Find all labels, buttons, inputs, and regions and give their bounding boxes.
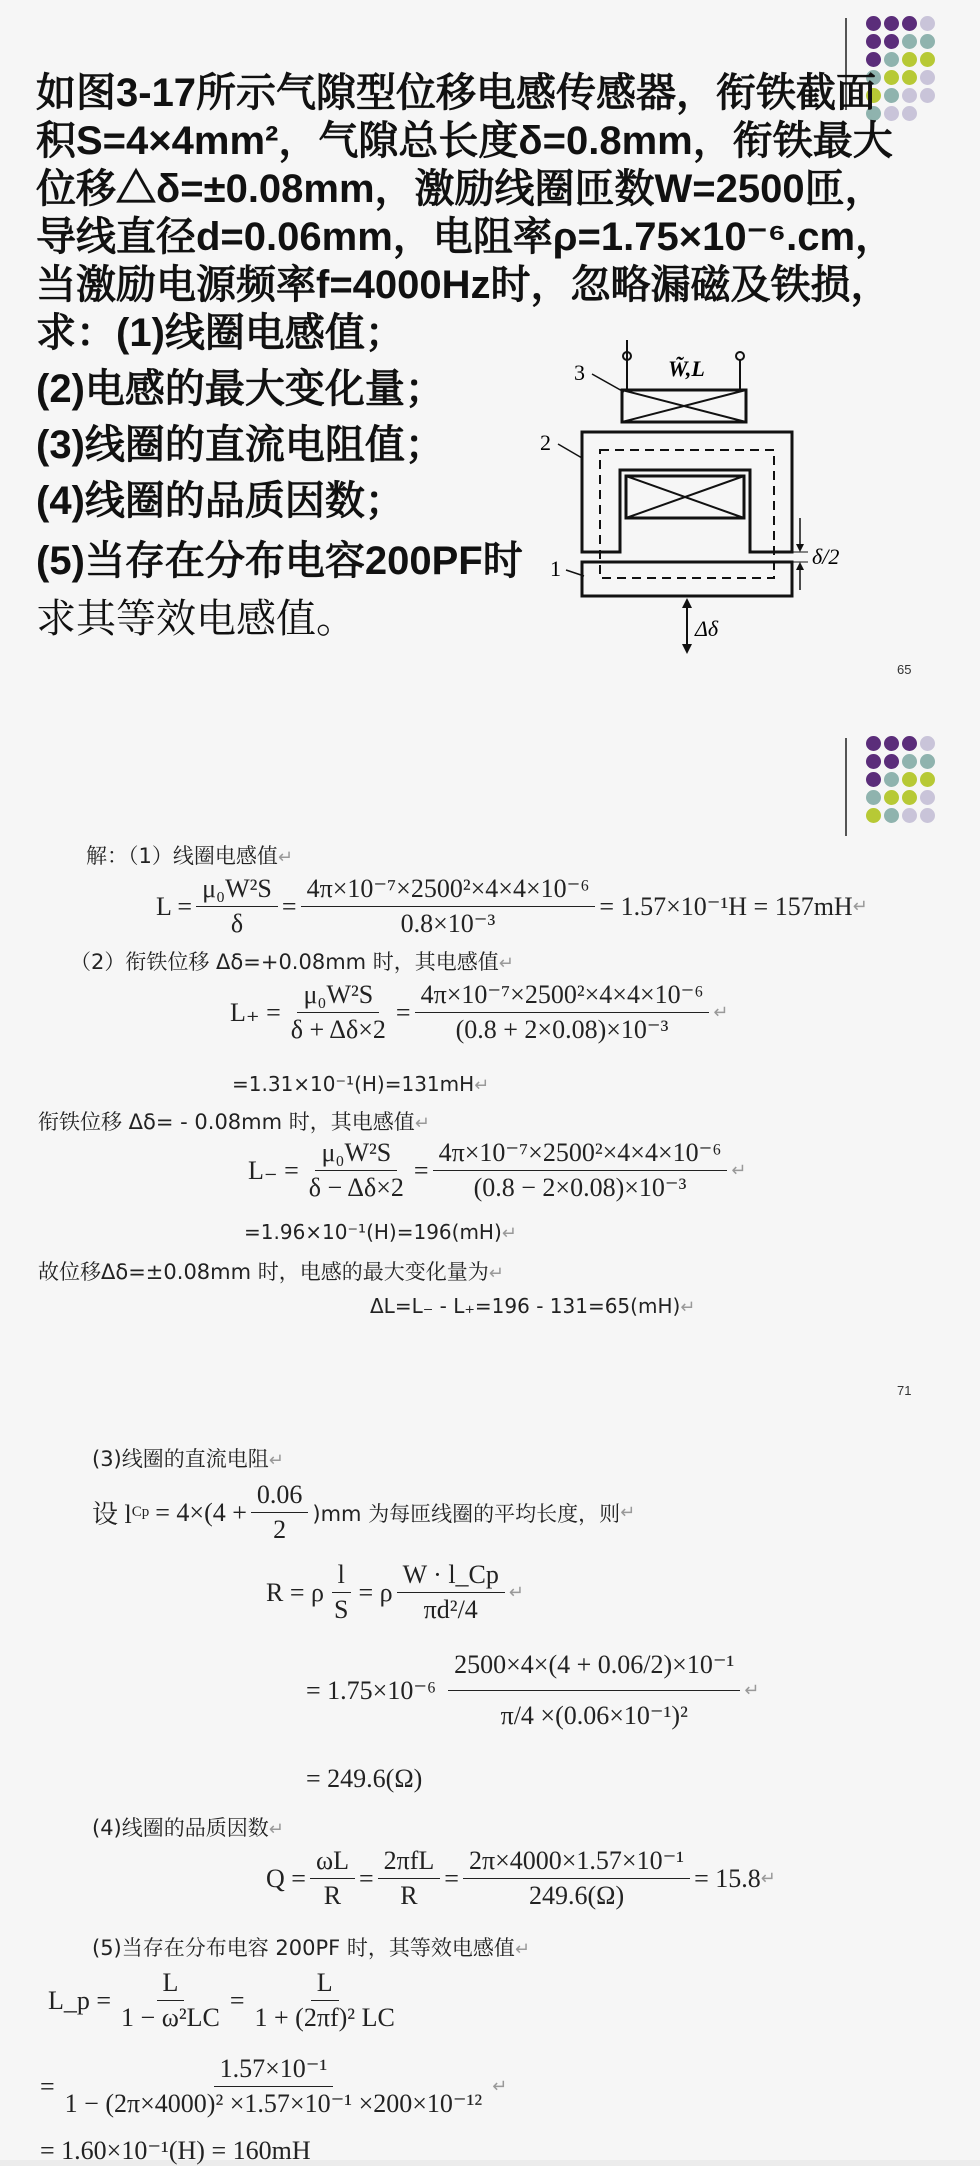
eq3-lhs: L₋ = bbox=[248, 1155, 299, 1185]
decorative-dot bbox=[902, 790, 917, 805]
decorative-dot bbox=[902, 88, 917, 103]
label-gap: δ/2 bbox=[812, 544, 840, 569]
eq3-result: =1.96×10⁻¹(H)=196(mH)↵ bbox=[244, 1220, 517, 1244]
part5-heading: (5)当存在分布电容 200PF 时，其等效电感值↵ bbox=[92, 1936, 531, 1960]
eq2-lhs: L₊ = bbox=[230, 997, 281, 1027]
eq3-frac1-den: δ − Δδ×2 bbox=[308, 1173, 404, 1202]
sensor-diagram bbox=[530, 340, 860, 660]
decorative-dot bbox=[920, 52, 935, 67]
problem-line-5: 当激励电源频率f=4000Hz时，忽略漏磁及铁损， bbox=[36, 263, 891, 307]
label-1: 1 bbox=[550, 556, 561, 581]
r-formula: R = ρ $\frac{l}{S}$ = ρ $\frac{W \cdot l\_Cp}{\text{πd²/4}}$ ↵ bbox=[266, 1560, 524, 1624]
r-frac1-den: S bbox=[333, 1595, 349, 1624]
decorative-dot bbox=[902, 736, 917, 751]
decorative-dot bbox=[920, 34, 935, 49]
q-frac2-den: R bbox=[400, 1881, 418, 1910]
solution-continued bbox=[0, 1400, 980, 2165]
page-number: 65 bbox=[897, 662, 912, 677]
core-2-shape bbox=[582, 432, 792, 552]
r-lhs: R = ρ bbox=[266, 1577, 324, 1607]
r-frac2-num: W · l_Cp bbox=[397, 1560, 505, 1593]
decorative-dot bbox=[884, 52, 899, 67]
decorative-dot bbox=[866, 16, 881, 31]
r2-num: 2500×4×(4 + 0.06/2)×10⁻¹ bbox=[448, 1650, 740, 1691]
problem-line-2: 积S=4×4mm²，气隙总长度δ=0.8mm，衔铁最大 bbox=[36, 119, 893, 163]
decorative-dot bbox=[866, 52, 881, 67]
decorative-dot bbox=[902, 808, 917, 823]
equation-3: L₋ = $\frac{\text{μ₀W²S}}{\delta - \Delta\delta\times 2}$ = $\frac{\text{4π×10⁻⁷×2500²×4×4×10⁻⁶}}{\text{(0.8 − 2×0.08)×10⁻³}}$ ↵ bbox=[248, 1138, 747, 1202]
problem-line-9: (4)线圈的品质因数； bbox=[36, 479, 405, 523]
lp-frac2-den: 1 + (2πf)² LC bbox=[254, 2003, 395, 2032]
problem-line-11: 求其等效电感值。 bbox=[36, 597, 356, 641]
eq2-result: =1.31×10⁻¹(H)=131mH↵ bbox=[232, 1072, 490, 1096]
q-frac1-num: ωL bbox=[310, 1846, 355, 1879]
lp-result: = 1.60×10⁻¹(H) = 160mH bbox=[40, 2136, 311, 2165]
label-displacement: Δδ bbox=[695, 616, 719, 641]
decorative-dot bbox=[884, 16, 899, 31]
decorative-dot bbox=[866, 754, 881, 769]
decorative-dot bbox=[902, 772, 917, 787]
label-wl: W̃,L bbox=[668, 356, 705, 381]
decorative-dot bbox=[902, 106, 917, 121]
r-mid: = ρ bbox=[358, 1577, 393, 1607]
eq2-frac2-den: (0.8 + 2×0.08)×10⁻³ bbox=[455, 1015, 669, 1044]
q-lhs: Q = bbox=[266, 1863, 306, 1893]
r-result: = 249.6(Ω) bbox=[306, 1764, 423, 1793]
eq1-result: = 1.57×10⁻¹H = 157mH bbox=[599, 891, 853, 921]
decorative-dot bbox=[920, 754, 935, 769]
lp-formula: L_p = $\frac{L}{\text{1 − ω²LC}}$ = $\frac{L}{\text{1 + (2πf)² LC}}$ bbox=[48, 1968, 405, 2033]
decorative-dot bbox=[884, 772, 899, 787]
max-change-equation: ΔL=L₋ - L₊=196 - 131=65(mH)↵ bbox=[370, 1294, 696, 1318]
decorative-dot bbox=[902, 70, 917, 85]
part3-heading: (3)线圈的直流电阻↵ bbox=[92, 1447, 284, 1471]
problem-line-7: (2)电感的最大变化量； bbox=[36, 367, 445, 411]
eq3-frac1-num: μ₀W²S bbox=[315, 1138, 397, 1171]
problem-line-1: 如图3-17所示气隙型位移电感传感器，衔铁截面 bbox=[36, 71, 877, 115]
eq3-frac2-den: (0.8 − 2×0.08)×10⁻³ bbox=[473, 1173, 687, 1202]
lcp-eq: = 4×(4 + bbox=[155, 1497, 247, 1527]
label-3: 3 bbox=[574, 360, 585, 385]
eq1-frac2-num: 4π×10⁻⁷×2500²×4×4×10⁻⁶ bbox=[301, 874, 596, 907]
lp-substitution: = $\frac{\text{1.57×10⁻¹}}{\text{1 − (2π×4000)² ×1.57×10⁻¹ ×200×10⁻¹²}}$ ↵ bbox=[40, 2054, 508, 2118]
label-2: 2 bbox=[540, 430, 551, 455]
lp-frac2-num: L bbox=[311, 1968, 339, 2001]
eq2-frac1-num: μ₀W²S bbox=[297, 980, 379, 1013]
decorative-dot bbox=[920, 790, 935, 805]
q-frac2-num: 2πfL bbox=[378, 1846, 441, 1879]
decorative-dot bbox=[866, 772, 881, 787]
q-frac1-den: R bbox=[323, 1881, 342, 1910]
decorative-dot bbox=[866, 790, 881, 805]
r-frac1-num: l bbox=[332, 1560, 351, 1593]
lp2-num: 1.57×10⁻¹ bbox=[214, 2054, 334, 2087]
decorative-dot bbox=[920, 16, 935, 31]
decorative-dot bbox=[884, 790, 899, 805]
max-change-heading: 故位移Δδ=±0.08mm 时，电感的最大变化量为↵ bbox=[38, 1260, 504, 1284]
q-formula: Q = $\frac{\omega L}{R}$ = $\frac{\text{2πfL}}{R}$ = $\frac{\text{2π×4000×1.57×10⁻¹}}{249.6(\Omega)}$ = 15.8 ↵ bbox=[266, 1846, 776, 1910]
lp-frac1-den: 1 − ω²LC bbox=[121, 2003, 220, 2032]
decorative-dot bbox=[884, 754, 899, 769]
eq2-frac1-den: δ + Δδ×2 bbox=[290, 1015, 386, 1044]
eq1-frac2-den: 0.8×10⁻³ bbox=[400, 909, 496, 938]
eq2-frac2-num: 4π×10⁻⁷×2500²×4×4×10⁻⁶ bbox=[415, 980, 710, 1013]
terminal-right-icon bbox=[736, 352, 744, 360]
solution-heading-1: 解：（1）线圈电感值↵ bbox=[86, 844, 293, 868]
equation-1: L = $\frac{\text{μ₀W²S}}{\delta}$ = $\frac{\text{4π×10⁻⁷×2500²×4×4×10⁻⁶}}{\text{0.8×10⁻³}}$ = 1.57×10⁻¹H = 157mH ↵ bbox=[156, 874, 868, 938]
problem-line-6: 求：(1)线圈电感值； bbox=[36, 311, 405, 355]
problem-line-10: (5)当存在分布电容200PF时 bbox=[36, 539, 523, 583]
decorative-dot bbox=[920, 772, 935, 787]
decorative-dot bbox=[866, 34, 881, 49]
decorative-dot bbox=[920, 808, 935, 823]
decorative-dot bbox=[884, 88, 899, 103]
solution-heading-2: （2）衔铁位移 Δδ=+0.08mm 时，其电感值↵ bbox=[70, 950, 514, 974]
lcp-frac-den: 2 bbox=[273, 1515, 287, 1544]
decorative-dot bbox=[920, 736, 935, 751]
slide-65 bbox=[0, 0, 980, 700]
problem-line-3: 位移△δ=±0.08mm，激励线圈匝数W=2500匝， bbox=[36, 167, 885, 211]
decorative-dot bbox=[920, 70, 935, 85]
lcp-suffix: )mm 为每匝线圈的平均长度，则 bbox=[312, 1501, 621, 1526]
decorative-dot bbox=[884, 34, 899, 49]
q-frac3-num: 2π×4000×1.57×10⁻¹ bbox=[463, 1846, 690, 1879]
r2-den: π/4 ×(0.06×10⁻¹)² bbox=[500, 1701, 688, 1730]
decorative-dot bbox=[866, 736, 881, 751]
eq3-frac2-num: 4π×10⁻⁷×2500²×4×4×10⁻⁶ bbox=[433, 1138, 728, 1171]
page-number: 71 bbox=[897, 1383, 912, 1398]
decorative-dot bbox=[920, 88, 935, 103]
equation-2: L₊ = $\frac{\text{μ₀W²S}}{\delta + \Delta\delta\times 2}$ = $\frac{\text{4π×10⁻⁷×2500²×4×4×10⁻⁶}}{\text{(0.8 + 2×0.08)×10⁻³}}$ ↵ bbox=[230, 980, 729, 1044]
q-result: = 15.8 bbox=[694, 1863, 761, 1893]
problem-line-8: (3)线圈的直流电阻值； bbox=[36, 423, 445, 467]
part4-heading: (4)线圈的品质因数↵ bbox=[92, 1816, 284, 1840]
slide-71 bbox=[0, 700, 980, 1400]
solution-heading-minus: 衔铁位移 Δδ= - 0.08mm 时，其电感值↵ bbox=[38, 1110, 430, 1134]
eq1-frac1-den: δ bbox=[230, 909, 244, 938]
decorative-dot bbox=[884, 808, 899, 823]
decorative-dot bbox=[884, 736, 899, 751]
eq1-frac1-num: μ₀W²S bbox=[196, 874, 278, 907]
problem-line-4: 导线直径d=0.06mm，电阻率ρ=1.75×10⁻⁶.cm， bbox=[36, 215, 896, 259]
decorative-dot bbox=[902, 754, 917, 769]
decorative-dot bbox=[902, 34, 917, 49]
decorative-dot bbox=[902, 52, 917, 67]
decorative-dot bbox=[884, 70, 899, 85]
r2-prefix: = 1.75×10⁻⁶ bbox=[306, 1675, 437, 1705]
decorative-dot bbox=[866, 808, 881, 823]
slide-divider-line bbox=[845, 738, 847, 836]
eq1-lhs: L = bbox=[156, 891, 193, 921]
lp-frac1-num: L bbox=[157, 1968, 185, 2001]
r-frac2-den: πd²/4 bbox=[423, 1595, 478, 1624]
decorative-dot bbox=[902, 16, 917, 31]
lcp-frac-num: 0.06 bbox=[251, 1480, 309, 1513]
q-frac3-den: 249.6(Ω) bbox=[528, 1881, 625, 1910]
lcp-prefix: 设 l bbox=[92, 1500, 132, 1529]
lcp-definition: 设 l Cp = 4×(4 + $\frac{0.06}{2}$ )mm 为每匝线圈的平均长度，则 ↵ bbox=[92, 1480, 636, 1544]
lp2-den: 1 − (2π×4000)² ×1.57×10⁻¹ ×200×10⁻¹² bbox=[64, 2089, 483, 2118]
lcp-sub: Cp bbox=[131, 1504, 150, 1520]
lp-lhs: L_p = bbox=[48, 1985, 112, 2015]
r-substitution: = 1.75×10⁻⁶ $\frac{\text{2500×4×(4 + 0.06/2)×10⁻¹}}{\text{π/4 ×(0.06×10⁻¹)²}}$ ↵ bbox=[306, 1650, 760, 1730]
